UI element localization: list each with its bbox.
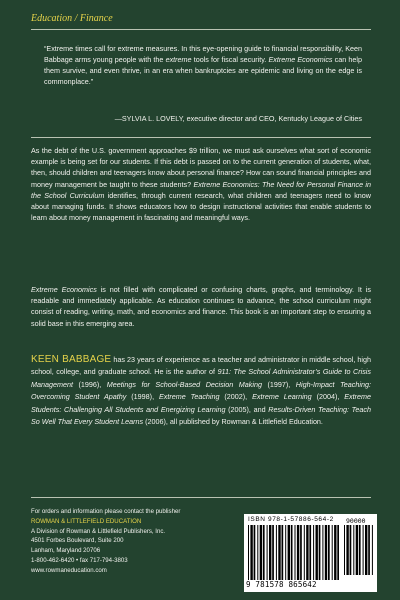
author-name: KEEN BABBAGE (31, 354, 112, 365)
barcode-bar (297, 525, 299, 580)
barcode-bar (350, 525, 352, 575)
barcode-bar (334, 525, 336, 580)
publisher-address-1: 4501 Forbes Boulevard, Suite 200 (31, 537, 124, 545)
barcode-bar (337, 525, 339, 580)
barcode-bar (282, 525, 284, 580)
barcode-bar (316, 525, 318, 580)
barcode-bar (295, 525, 296, 580)
barcode-bar (278, 525, 280, 580)
publisher-address-2: Lanham, Maryland 20706 (31, 547, 101, 555)
isbn-number: ISBN 978-1-57886-564-2 (248, 516, 334, 523)
barcode-bar (346, 525, 348, 575)
price-code: 90000 (346, 517, 366, 525)
barcode-bar (325, 525, 327, 580)
description-paragraph-1: As the debt of the U.S. government approaches $9 trillion, we must ask ourselves what sort of economic example is being set for our students. If this debt is passed on to the current generation of students, what, then, should children and teenagers know about personal finance? How can sound financial principles and money management be taught to these students? Extreme Economics: The Need for Personal Finance in the School Curriculum identifies, through current research, what children and teenagers need to know about managing funds. It shows educators how to design instructional activities that enable students to learn about money management in fascinating and meaningful ways. (31, 146, 372, 223)
endorsement-attribution: —SYLVIA L. LOVELY, executive director and CEO, Kentucky League of Cities (114, 114, 362, 123)
barcode-bar (276, 525, 277, 580)
barcode-bar (359, 525, 361, 575)
publisher-intro: For orders and information please contact the publisher (31, 508, 181, 515)
barcode-bar (344, 525, 345, 575)
publisher-website: www.rowmaneducation.com (31, 566, 107, 574)
barcode-bar (300, 525, 302, 580)
barcode-bar (269, 525, 271, 580)
barcode-bar (250, 525, 252, 580)
endorsement-quote: “Extreme times call for extreme measures. In this eye-opening guide to financial responsibility, Keen Babbage arms young people with the extreme tools for fiscal security. Extreme Economics can help them survive, and even thrive, in an era when bankruptcies are epidemic and living on the edge is commonplace.” (44, 44, 363, 87)
barcode-digits: 9 781578 865642 (246, 580, 317, 589)
middle-divider (31, 137, 371, 138)
barcode-bar (260, 525, 262, 580)
publisher-info (31, 507, 241, 576)
barcode-bar (257, 525, 258, 580)
barcode-bar (309, 525, 311, 580)
barcode-bar (267, 525, 268, 580)
barcode-bar (356, 525, 358, 575)
barcode-bar (254, 525, 256, 580)
barcode-bar (363, 525, 364, 575)
barcode-bar (322, 525, 323, 580)
price-barcode-icon (344, 525, 374, 575)
barcode-bar (263, 525, 265, 580)
barcode-bar (365, 525, 367, 575)
publisher-name: ROWMAN & LITTLEFIELD EDUCATION (31, 517, 142, 525)
barcode-bar (288, 525, 290, 580)
barcode-bar (328, 525, 330, 580)
category-label: Education / Finance (31, 13, 113, 24)
bottom-divider (31, 497, 371, 498)
publisher-phone: 1-800-462-6420 • fax 717-794-3803 (31, 556, 128, 564)
publisher-division: A Division of Rowman & Littlefield Publishers, Inc. (31, 527, 166, 535)
isbn-barcode (244, 514, 377, 592)
barcode-bar (372, 525, 373, 575)
barcode-bar (248, 525, 249, 580)
barcode-bar (368, 525, 370, 575)
barcode-bar (353, 525, 354, 575)
barcode-bar (291, 525, 293, 580)
barcode-bar (332, 525, 333, 580)
barcode-bar (304, 525, 305, 580)
top-divider (31, 29, 371, 30)
author-bio: KEEN BABBAGE has 23 years of experience as a teacher and administrator in middle school, high school, college, and graduate school. He is the author of 911: The School Administrator’s Guide to Crisis Management (1996), Meetings for School-Based Decision Making (1997), High-Impact Teaching: Overcoming Student Apathy (1998), Extreme Teaching (2002), Extreme Learning (2004), Extreme Students: Challenging All Students and Energizing Learning (2005), and Results-Driven Teaching: Teach So Well That Every Student Learns (2006), all published by Rowman & Littlefield Education. (31, 354, 371, 427)
barcode-bar (313, 525, 314, 580)
ean-barcode-icon (248, 525, 342, 580)
description-paragraph-2: Extreme Economics is not filled with complicated or confusing charts, graphs, and terminology. It is readable and immediately applicable. As education continues to advance, the school curriculum might consist of reading, writing, math, and economics and finance. This book is an important step to ensuring a solid base in this emerging area. (31, 285, 371, 328)
barcode-bar (285, 525, 286, 580)
barcode-bar (272, 525, 274, 580)
barcode-bar (319, 525, 321, 580)
barcode-bar (306, 525, 308, 580)
